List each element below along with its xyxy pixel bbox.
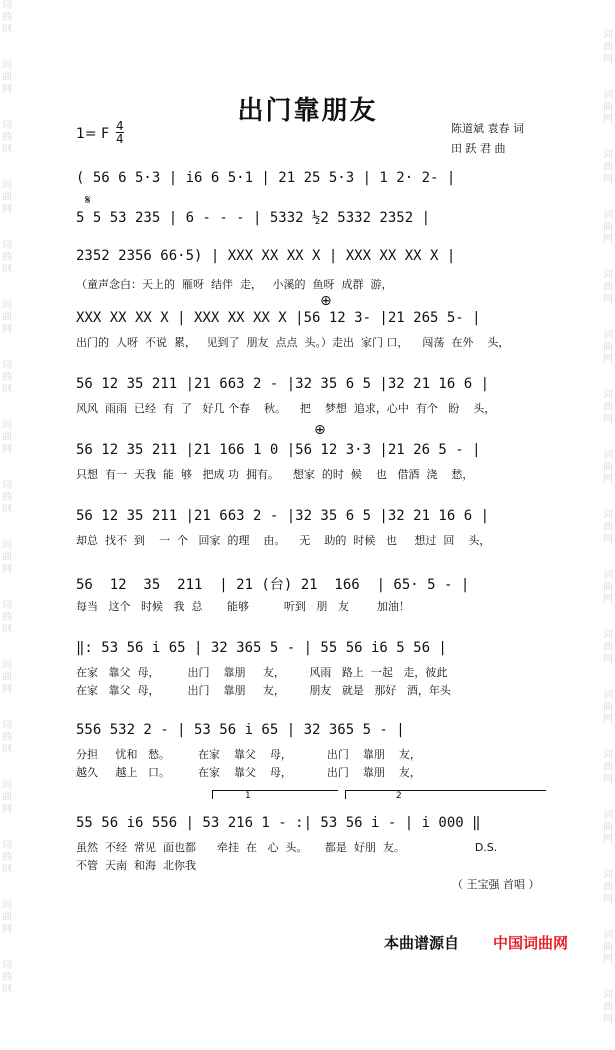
watermark-text: 词曲网 xyxy=(2,60,12,95)
watermark-text: 词曲网 xyxy=(603,810,613,845)
watermark-text: 词曲网 xyxy=(2,480,12,515)
watermark-text: 词曲网 xyxy=(2,540,12,575)
notation-line: XXX XX XX X | XXX XX XX X |56 12 3- |21 265 5- | xyxy=(76,310,481,326)
time-top: 4 xyxy=(116,119,124,133)
coda-sign: ⊕ xyxy=(320,293,332,309)
source-label: 本曲谱源自 xyxy=(384,934,460,952)
coda-sign: ⊕ xyxy=(314,422,326,438)
watermark-text: 词曲网 xyxy=(603,570,613,605)
watermark-text: 词曲网 xyxy=(603,630,613,665)
watermark-text: 词曲网 xyxy=(2,720,12,755)
lyric-line: 虽然 不经 常见 面也都 牵挂 在 心 头。 都是 好朋 友。 D.S. xyxy=(76,841,498,854)
notation-line: 55 56 i6 556 | 53 216 1 - :| 53 56 i - | i 000 ‖ xyxy=(76,815,481,831)
notation-line: 5 5 53 235 | 6 - - - | 5332 ½2 5332 2352 | xyxy=(76,210,431,226)
volta-2 xyxy=(345,790,546,799)
lyricist-credit: 陈道斌 袁春 词 xyxy=(451,122,524,135)
lyric-line: 每当 这个 时候 我 总 能够 听到 朋 友 加油！ xyxy=(76,600,410,613)
watermark-text: 词曲网 xyxy=(603,150,613,185)
lyric-line: 只想 有一 天我 能 够 把成 功 拥有。 想家 的时 候 也 借酒 浇 愁， xyxy=(76,468,474,481)
watermark-text: 词曲网 xyxy=(603,930,613,965)
watermark-text: 词曲网 xyxy=(2,660,12,695)
volta-1-label: 1 xyxy=(245,791,251,801)
watermark-text: 词曲网 xyxy=(2,180,12,215)
watermark-text: 词曲网 xyxy=(603,30,613,65)
watermark-text: 词曲网 xyxy=(603,270,613,305)
composer-credit: 田 跃 君 曲 xyxy=(451,142,506,155)
segno-sign: 𝄋 xyxy=(85,193,91,208)
watermark-text: 词曲网 xyxy=(2,780,12,815)
notation-line: 56 12 35 211 |21 663 2 - |32 35 6 5 |32 21 16 6 | xyxy=(76,376,490,392)
watermark-text: 词曲网 xyxy=(2,120,12,155)
notation-line: 2352 2356 66·5) | XXX XX XX X | XXX XX XX X | xyxy=(76,248,456,264)
watermark-text: 词曲网 xyxy=(603,450,613,485)
lyric-line: 在家 靠父 母， 出门 靠朋 友， 朋友 就是 那好 酒，年头 xyxy=(76,684,451,697)
time-bottom: 4 xyxy=(116,132,124,146)
lyric-line: 风风 雨雨 已经 有 了 好几 个春 秋。 把 梦想 追求，心中 有个 盼 头， xyxy=(76,402,496,415)
lyric-line: 分担 忧和 愁。 在家 靠父 母， 出门 靠朋 友， xyxy=(76,748,421,761)
watermark-text: 词曲网 xyxy=(603,90,613,125)
watermark-text: 词曲网 xyxy=(603,330,613,365)
lyric-line: 在家 靠父 母， 出门 靠朋 友， 风雨 路上 一起 走，彼此 xyxy=(76,666,448,679)
watermark-text: 词曲网 xyxy=(603,750,613,785)
notation-line: 56 12 35 211 |21 663 2 - |32 35 6 5 |32 21 16 6 | xyxy=(76,508,490,524)
song-title: 出门靠朋友 xyxy=(237,96,378,126)
lyric-line: 越久 越上 口。 在家 靠父 母， 出门 靠朋 友， xyxy=(76,766,421,779)
singer-credit: （ 王宝强 首唱 ） xyxy=(452,878,540,891)
watermark-text: 词曲网 xyxy=(603,690,613,725)
notation-line: ( 56 6 5·3 | i6 6 5·1 | 21 25 5·3 | 1 2· 2- | xyxy=(76,170,456,186)
volta-2-label: 2 xyxy=(396,791,402,801)
watermark-text: 词曲网 xyxy=(603,390,613,425)
lyric-line: 却总 找不 到 一 个 回家 的理 由。 无 助的 时候 也 想过 回 头， xyxy=(76,534,491,547)
watermark-text: 词曲网 xyxy=(2,0,12,35)
watermark-text: 词曲网 xyxy=(2,600,12,635)
source-site-link[interactable]: 中国词曲网 xyxy=(493,934,569,952)
notation-line: ‖: 53 56 i 65 | 32 365 5 - | 55 56 i6 5 56 | xyxy=(76,640,447,656)
watermark-text: 词曲网 xyxy=(2,960,12,995)
watermark-text: 词曲网 xyxy=(2,300,12,335)
lyric-line: 出门的 人呀 不说 累， 见到了 朋友 点点 头。）走出 家门 口， 闯荡 在外 头， xyxy=(76,336,510,349)
watermark-text: 词曲网 xyxy=(2,360,12,395)
watermark-text: 词曲网 xyxy=(603,510,613,545)
watermark-text: 词曲网 xyxy=(2,420,12,455)
lyric-line: （童声念白：天上的 雁呀 结伴 走， 小溪的 鱼呀 成群 游， xyxy=(76,278,393,291)
watermark-right xyxy=(601,0,615,1025)
notation-line: 56 12 35 211 |21 166 1 0 |56 12 3·3 |21 26 5 - | xyxy=(76,442,481,458)
watermark-text: 词曲网 xyxy=(603,870,613,905)
time-signature xyxy=(116,120,124,145)
watermark-text: 词曲网 xyxy=(603,990,613,1025)
watermark-text: 词曲网 xyxy=(2,240,12,275)
notation-line: 56 12 35 211 | 21 (台) 21 166 | 65· 5 - | xyxy=(76,577,470,593)
watermark-text: 词曲网 xyxy=(2,900,12,935)
volta-1 xyxy=(212,790,338,799)
notation-line: 556 532 2 - | 53 56 i 65 | 32 365 5 - | xyxy=(76,722,405,738)
watermark-text: 词曲网 xyxy=(2,840,12,875)
lyric-line: 不管 天南 和海 北你我 xyxy=(76,859,196,872)
watermark-text: 词曲网 xyxy=(603,210,613,245)
watermark-left xyxy=(0,0,14,995)
key-signature: 1= F xyxy=(76,126,110,142)
